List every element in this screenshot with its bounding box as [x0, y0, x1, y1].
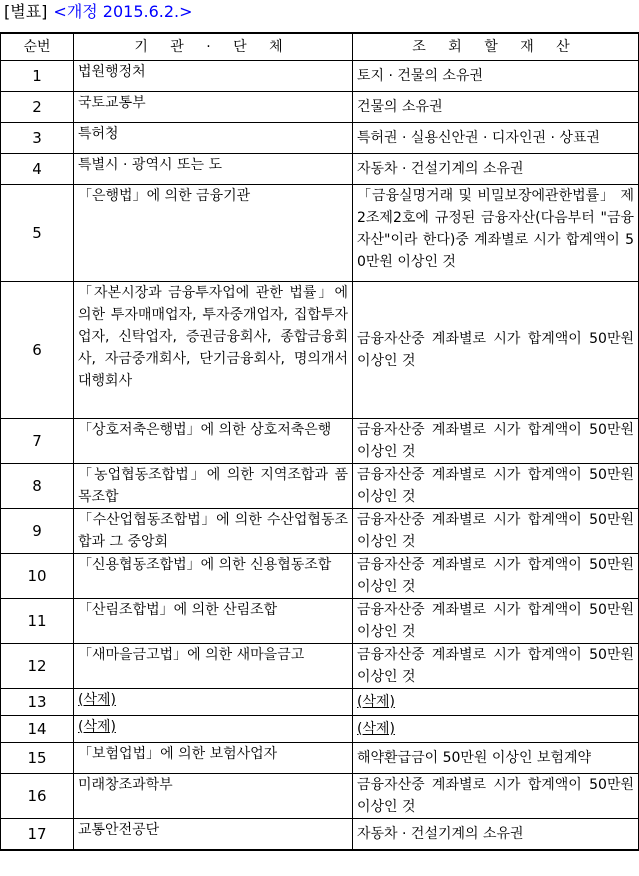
row-organization: 「신용협동조합법」에 의한 신용협동조합 [74, 554, 353, 599]
row-organization: 「산림조합법」에 의한 산림조합 [74, 599, 353, 644]
page-header [4, 0, 193, 30]
row-asset: 특허권 · 실용신안권 · 디자인권 · 상표권 [353, 123, 639, 154]
annex-label: [별표] [4, 2, 48, 21]
table-row [1, 185, 639, 282]
row-number: 1 [1, 61, 74, 92]
row-number: 14 [1, 716, 74, 743]
row-number: 7 [1, 419, 74, 464]
row-asset: 금융자산중 계좌별로 시가 합계액이 50만원 이상인 것 [353, 464, 639, 509]
row-number: 3 [1, 123, 74, 154]
table-row [1, 599, 639, 644]
revision-note: <개정 2015.6.2.> [53, 2, 193, 21]
row-number: 10 [1, 554, 74, 599]
row-organization: 법원행정처 [74, 61, 353, 92]
row-number: 13 [1, 689, 74, 716]
table-row [1, 554, 639, 599]
row-organization: (삭제) [74, 689, 353, 716]
row-organization: (삭제) [74, 716, 353, 743]
row-organization: 「상호저축은행법」에 의한 상호저축은행 [74, 419, 353, 464]
row-organization: 「자본시장과 금융투자업에 관한 법률」에 의한 투자매매업자, 투자중개업자, 집합투자업자, 신탁업자, 증권금융회사, 종합금융회사, 자금중개회사, 단기금융회사, 명의개서대행회사 [74, 282, 353, 419]
row-organization: 「은행법」에 의한 금융기관 [74, 185, 353, 282]
row-organization: 「수산업협동조합법」에 의한 수산업협동조합과 그 중앙회 [74, 509, 353, 554]
row-asset: 토지 · 건물의 소유권 [353, 61, 639, 92]
row-asset: (삭제) [353, 716, 639, 743]
table-row [1, 644, 639, 689]
table-row [1, 92, 639, 123]
table-row [1, 464, 639, 509]
table-row [1, 716, 639, 743]
row-asset: 금융자산중 계좌별로 시가 합계액이 50만원 이상인 것 [353, 599, 639, 644]
table-row [1, 774, 639, 819]
table-row [1, 509, 639, 554]
row-asset: 건물의 소유권 [353, 92, 639, 123]
row-asset: (삭제) [353, 689, 639, 716]
row-number: 2 [1, 92, 74, 123]
table-row [1, 61, 639, 92]
column-header-number: 순번 [1, 33, 74, 61]
table-row [1, 743, 639, 774]
row-organization: 「보험업법」에 의한 보험사업자 [74, 743, 353, 774]
row-organization: 미래창조과학부 [74, 774, 353, 819]
row-asset: 해약환급금이 50만원 이상인 보험계약 [353, 743, 639, 774]
row-organization: 특허청 [74, 123, 353, 154]
table-row [1, 123, 639, 154]
table-row [1, 819, 639, 851]
row-number: 11 [1, 599, 74, 644]
table-row [1, 154, 639, 185]
table-row [1, 419, 639, 464]
row-number: 12 [1, 644, 74, 689]
row-number: 9 [1, 509, 74, 554]
row-asset: 금융자산중 계좌별로 시가 합계액이 50만원 이상인 것 [353, 554, 639, 599]
asset-inquiry-table [0, 32, 639, 851]
row-asset: 금융자산중 계좌별로 시가 합계액이 50만원 이상인 것 [353, 419, 639, 464]
row-asset: 금융자산중 계좌별로 시가 합계액이 50만원 이상인 것 [353, 774, 639, 819]
row-organization: 교통안전공단 [74, 819, 353, 851]
row-asset: 「금융실명거래 및 비밀보장에관한법률」 제2조제2호에 규정된 금융자산(다음부터 "금융자산"이라 한다)중 계좌별로 시가 합계액이 50만원 이상인 것 [353, 185, 639, 282]
row-number: 15 [1, 743, 74, 774]
row-number: 8 [1, 464, 74, 509]
row-asset: 금융자산중 계좌별로 시가 합계액이 50만원 이상인 것 [353, 644, 639, 689]
row-number: 16 [1, 774, 74, 819]
table-header-row [1, 33, 639, 61]
row-organization: 특별시 · 광역시 또는 도 [74, 154, 353, 185]
column-header-organization: 기 관 · 단 체 [74, 33, 353, 61]
row-asset: 금융자산중 계좌별로 시가 합계액이 50만원 이상인 것 [353, 282, 639, 419]
row-number: 6 [1, 282, 74, 419]
row-number: 5 [1, 185, 74, 282]
row-number: 17 [1, 819, 74, 851]
column-header-asset: 조 회 할 재 산 [353, 33, 639, 61]
row-organization: 「새마을금고법」에 의한 새마을금고 [74, 644, 353, 689]
table-row [1, 689, 639, 716]
row-asset: 금융자산중 계좌별로 시가 합계액이 50만원 이상인 것 [353, 509, 639, 554]
row-asset: 자동차 · 건설기계의 소유권 [353, 819, 639, 851]
row-asset: 자동차 · 건설기계의 소유권 [353, 154, 639, 185]
row-organization: 국토교통부 [74, 92, 353, 123]
row-organization: 「농업협동조합법」에 의한 지역조합과 품목조합 [74, 464, 353, 509]
table-row [1, 282, 639, 419]
row-number: 4 [1, 154, 74, 185]
